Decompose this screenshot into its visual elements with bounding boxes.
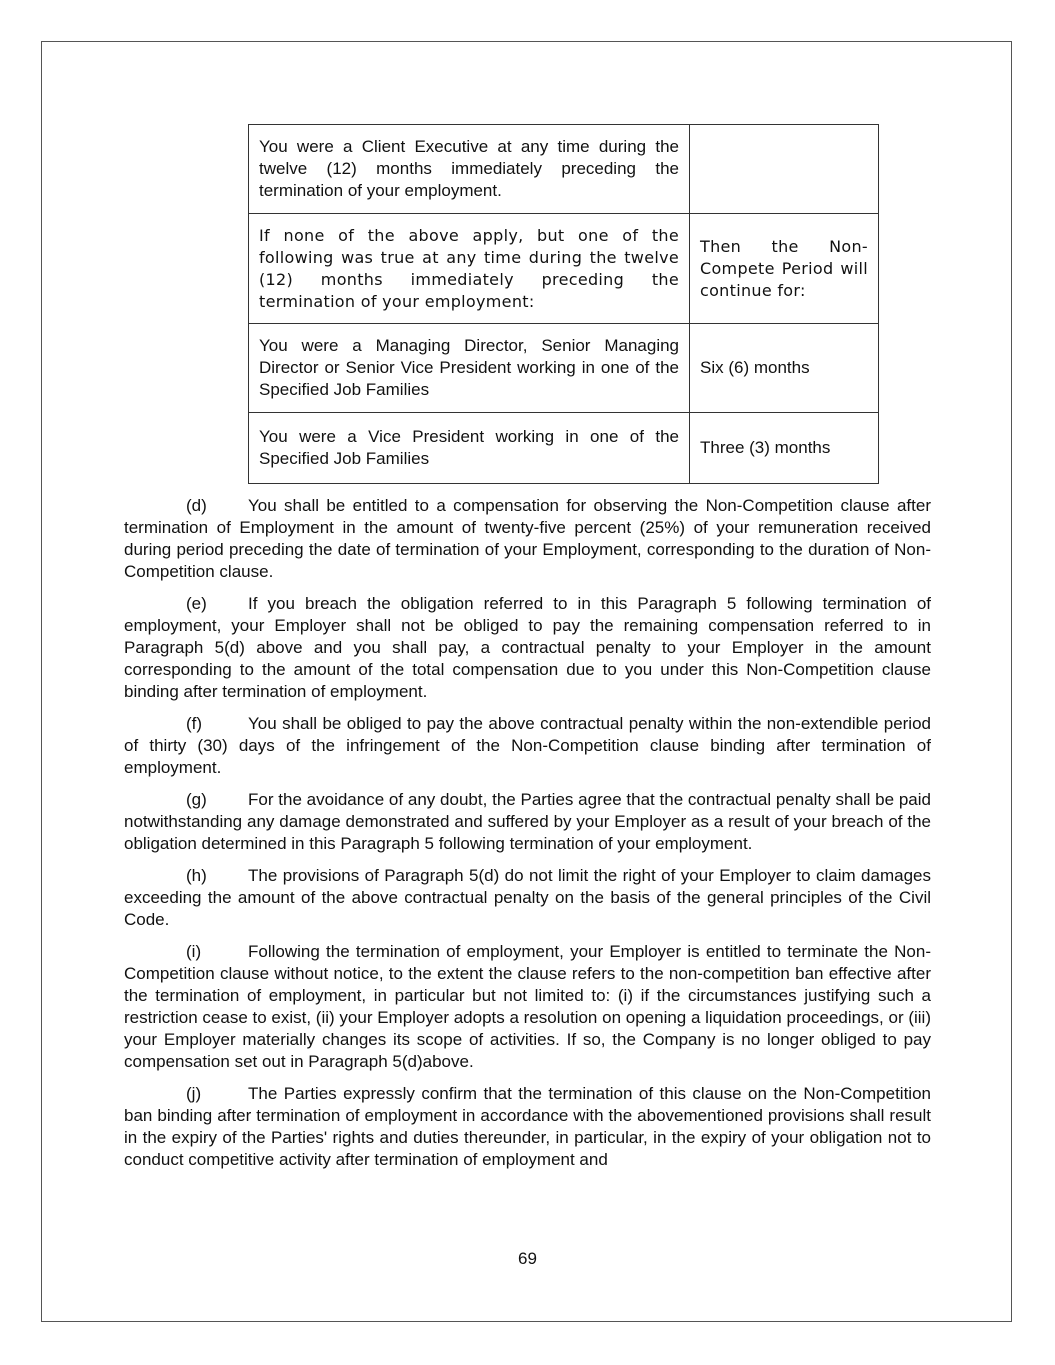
- paragraph-text: If you breach the obligation referred to in this Paragraph 5 following termination of employment, your Employer shall not be obliged to pay the remaining compensation referred to in Paragraph 5(d) above and you shall pay, a contractual penalty to your Employer in the amount corresponding to the amount of the total compensation due to you under this Non-Competition clause binding after termination of employment.: [124, 594, 931, 701]
- table-cell-condition: You were a Managing Director, Senior Managing Director or Senior Vice President working in one of the Specified Job Families: [249, 324, 690, 413]
- paragraph-h: [124, 865, 931, 931]
- table-cell-condition: You were a Vice President working in one of the Specified Job Families: [249, 413, 690, 484]
- paragraph-marker: (e): [186, 594, 207, 613]
- paragraph-i: [124, 941, 931, 1073]
- paragraph-text: The Parties expressly confirm that the termination of this clause on the Non-Competition ban binding after termination of employment in accordance with the abovementioned provisions shall result in the expiry of the Parties' rights and duties thereunder, in particular, in the expiry of your obligation not to conduct competitive activity after termination of employment and: [124, 1084, 931, 1169]
- paragraph-marker: (h): [186, 866, 207, 885]
- table-cell-condition: You were a Client Executive at any time during the twelve (12) months immediately preceding the termination of your employment.: [249, 125, 690, 214]
- paragraph-marker: (g): [186, 790, 207, 809]
- table-cell-period: Then the Non-Compete Period will continue for:: [690, 214, 879, 324]
- paragraph-marker: (d): [186, 496, 207, 515]
- paragraph-text: You shall be obliged to pay the above contractual penalty within the non-extendible period of thirty (30) days of the infringement of the Non-Competition clause binding after termination of employment.: [124, 714, 931, 777]
- body-text: [124, 495, 931, 1181]
- table-row: [249, 324, 879, 413]
- non-compete-period-table: [248, 124, 879, 484]
- paragraph-marker: (i): [186, 942, 202, 961]
- paragraph-f: [124, 713, 931, 779]
- paragraph-marker: (f): [186, 714, 203, 733]
- paragraph-marker: (j): [186, 1084, 202, 1103]
- paragraph-d: [124, 495, 931, 583]
- table-cell-period: Six (6) months: [690, 324, 879, 413]
- paragraph-text: For the avoidance of any doubt, the Parties agree that the contractual penalty shall be paid notwithstanding any damage demonstrated and suffered by your Employer as a result of your breach of the obligation determined in this Paragraph 5 following termination of your employment.: [124, 790, 931, 853]
- paragraph-text: The provisions of Paragraph 5(d) do not limit the right of your Employer to claim damages exceeding the amount of the above contractual penalty on the basis of the general principles of the Civil Code.: [124, 866, 931, 929]
- table-cell-period: Three (3) months: [690, 413, 879, 484]
- table-row: [249, 125, 879, 214]
- paragraph-e: [124, 593, 931, 703]
- paragraph-text: You shall be entitled to a compensation for observing the Non-Competition clause after termination of Employment in the amount of twenty-five percent (25%) of your remuneration received during period preceding the date of termination of your Employment, corresponding to the duration of Non-Competition clause.: [124, 496, 931, 581]
- page-number: 69: [518, 1249, 537, 1268]
- table-row: [249, 214, 879, 324]
- table-row: [249, 413, 879, 484]
- table-cell-period: [690, 125, 879, 214]
- table-cell-condition: If none of the above apply, but one of the following was true at any time during the twelve (12) months immediately preceding the termination of your employment:: [249, 214, 690, 324]
- paragraph-text: Following the termination of employment, your Employer is entitled to terminate the Non-Competition clause without notice, to the extent the clause refers to the non-competition ban effective after the termination of employment, in particular but not limited to: (i) if the circumstances justifying such a restriction cease to exist, (ii) your Employer adopts a resolution on opening a liquidation proceedings, or (iii) your Employer materially changes its scope of activities. If so, the Company is no longer obliged to pay compensation set out in Paragraph 5(d)above.: [124, 942, 931, 1071]
- paragraph-j: [124, 1083, 931, 1171]
- paragraph-g: [124, 789, 931, 855]
